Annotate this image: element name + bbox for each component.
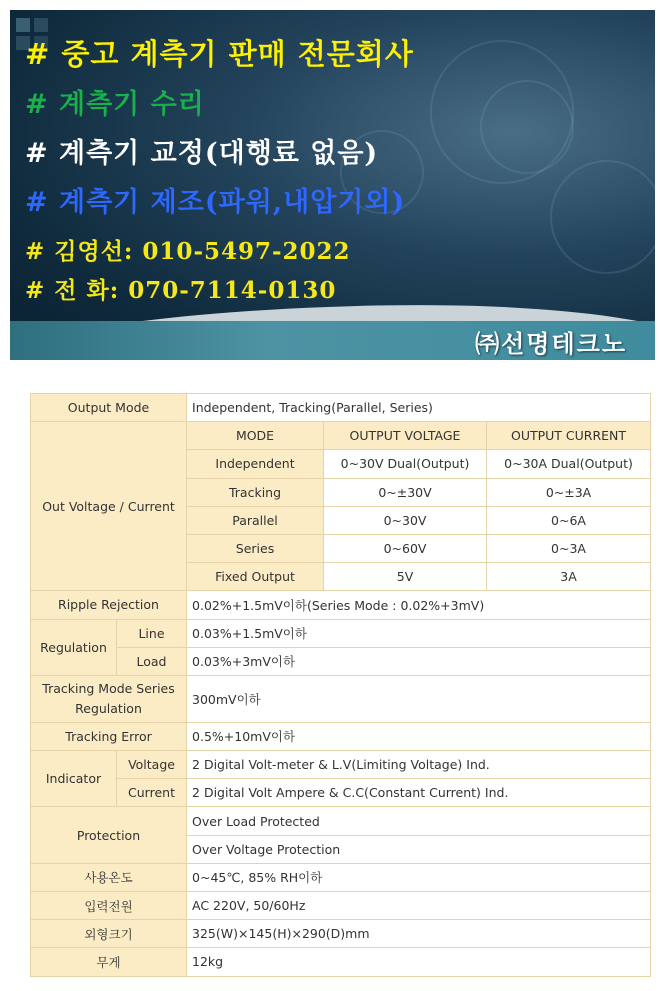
table-row [31, 892, 651, 920]
row-label: 무게 [31, 948, 187, 976]
current-cell: 0~±3A [487, 478, 651, 506]
row-value: 0.03%+1.5mV이하 [187, 619, 651, 647]
sub-label: Line [117, 619, 187, 647]
table-row [31, 647, 651, 675]
row-label: 외형크기 [31, 920, 187, 948]
row-label: Indicator [31, 751, 117, 807]
table-row [31, 394, 651, 422]
current-cell: 0~30A Dual(Output) [487, 450, 651, 478]
mode-cell: Tracking [187, 478, 324, 506]
current-cell: 0~6A [487, 506, 651, 534]
column-header: OUTPUT VOLTAGE [324, 422, 487, 450]
current-cell: 3A [487, 563, 651, 591]
decorative-square [34, 18, 48, 32]
row-label: Tracking Mode Series Regulation [31, 675, 187, 722]
advertising-banner [10, 10, 655, 360]
table-row [31, 920, 651, 948]
voltage-cell: 0~30V [324, 506, 487, 534]
voltage-cell: 0~±30V [324, 478, 487, 506]
table-row [31, 422, 651, 450]
table-row [31, 948, 651, 976]
row-label: Out Voltage / Current [31, 422, 187, 591]
row-label: Protection [31, 807, 187, 863]
row-value: 0.5%+10mV이하 [187, 722, 651, 750]
sub-label: Current [117, 779, 187, 807]
row-value: 325(W)×145(H)×290(D)mm [187, 920, 651, 948]
row-value: Over Voltage Protection [187, 835, 651, 863]
decorative-swirl [480, 80, 574, 174]
row-label: Output Mode [31, 394, 187, 422]
row-value: 0.02%+1.5mV이하(Series Mode : 0.02%+3mV) [187, 591, 651, 619]
column-header: MODE [187, 422, 324, 450]
row-label: Regulation [31, 619, 117, 675]
table-row [31, 675, 651, 722]
row-value: AC 220V, 50/60Hz [187, 892, 651, 920]
mode-cell: Independent [187, 450, 324, 478]
row-label: Tracking Error [31, 722, 187, 750]
row-value: Independent, Tracking(Parallel, Series) [187, 394, 651, 422]
voltage-cell: 0~30V Dual(Output) [324, 450, 487, 478]
banner-calibration-line: # 계측기 교정(대행료 없음) [25, 138, 379, 169]
column-header: OUTPUT CURRENT [487, 422, 651, 450]
row-value: 0~45℃, 85% RH이하 [187, 863, 651, 891]
decorative-swirl [550, 160, 655, 274]
table-row [31, 807, 651, 835]
row-label: 입력전원 [31, 892, 187, 920]
table-row [31, 779, 651, 807]
row-value: 2 Digital Volt Ampere & C.C(Constant Current) Ind. [187, 779, 651, 807]
decorative-square [16, 18, 30, 32]
current-cell: 0~3A [487, 534, 651, 562]
mode-cell: Parallel [187, 506, 324, 534]
sub-label: Load [117, 647, 187, 675]
table-row [31, 591, 651, 619]
row-label: Ripple Rejection [31, 591, 187, 619]
table-row [31, 751, 651, 779]
row-value: 300mV이하 [187, 675, 651, 722]
sub-label: Voltage [117, 751, 187, 779]
banner-mobile-phone: # 김영선: 010-5497-2022 [25, 238, 351, 265]
mode-cell: Series [187, 534, 324, 562]
table-row [31, 863, 651, 891]
row-value: 0.03%+3mV이하 [187, 647, 651, 675]
mode-cell: Fixed Output [187, 563, 324, 591]
row-value: Over Load Protected [187, 807, 651, 835]
table-row [31, 619, 651, 647]
company-name: ㈜선명테크노 [475, 329, 627, 358]
banner-repair-line: # 계측기 수리 [25, 89, 205, 120]
banner-headline: # 중고 계측기 판매 전문회사 [25, 37, 414, 71]
voltage-cell: 0~60V [324, 534, 487, 562]
banner-office-phone: # 전 화: 070-7114-0130 [25, 277, 337, 304]
voltage-cell: 5V [324, 563, 487, 591]
row-label: 사용온도 [31, 863, 187, 891]
banner-manufacturing-line: # 계측기 제조(파워,내압기외) [25, 187, 406, 218]
row-value: 12kg [187, 948, 651, 976]
specification-table [30, 393, 651, 977]
row-value: 2 Digital Volt-meter & L.V(Limiting Voltage) Ind. [187, 751, 651, 779]
table-row [31, 722, 651, 750]
